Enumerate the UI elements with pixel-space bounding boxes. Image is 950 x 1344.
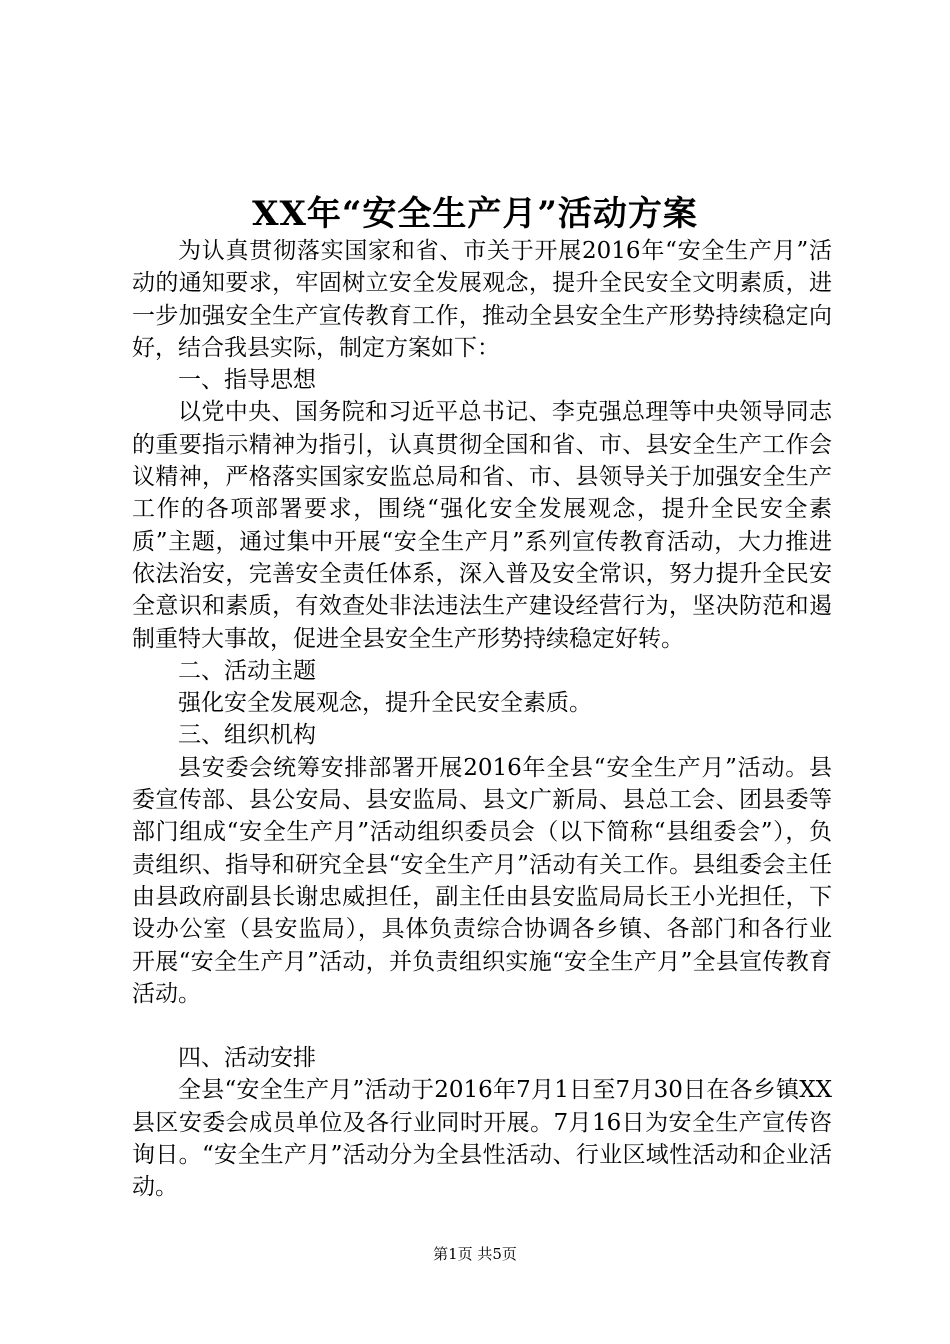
activity-theme-paragraph: 强化安全发展观念，提升全民安全素质。 <box>178 690 592 717</box>
organization-paragraph: 县安委会统筹安排部署开展2016年全县“安全生产月”活动。县委宣传部、县公安局、县安监局、县文广新局、县总工会、团县委等部门组成“安全生产月”活动组织委员会（以下简称“县组委会”），负责组织、指导和研究全县“安全生产月”活动有关工作。县组委会主任由县政府副县长谢忠威担任，副主任由县安监局局长王小光担任，下设办公室（县安监局），具体负责综合协调各乡镇、各部门和各行业开展“安全生产月”活动，并负责组织实施“安全生产月”全县宣传教育活动。 <box>132 754 832 1007</box>
intro-paragraph: 为认真贯彻落实国家和省、市关于开展2016年“安全生产月”活动的通知要求，牢固树立安全发展观念，提升全民安全文明素质，进一步加强安全生产宣传教育工作，推动全县安全生产形势持续稳定向好，结合我县实际，制定方案如下： <box>132 238 832 361</box>
paragraph-gap <box>132 1010 832 1042</box>
guiding-ideology-paragraph: 以党中央、国务院和习近平总书记、李克强总理等中央领导同志的重要指示精神为指引，认真贯彻全国和省、市、县安全生产工作会议精神，严格落实国家安监总局和省、市、县领导关于加强安全生产工作的各项部署要求，围绕“强化安全发展观念，提升全民安全素质”主题，通过集中开展“安全生产月”系列宣传教育活动，大力推进依法治安，完善安全责任体系，深入普及安全常识，努力提升全民安全意识和素质，有效查处非法违法生产建设经营行为，坚决防范和遏制重特大事故，促进全县安全生产形势持续稳定好转。 <box>132 399 832 652</box>
activity-arrangement-paragraph: 全县“安全生产月”活动于2016年7月1日至7月30日在各乡镇XX县区安委会成员单位及各行业同时开展。7月16日为安全生产宣传咨询日。“安全生产月”活动分为全县性活动、行业区域性活动和企业活动。 <box>132 1077 832 1201</box>
section-heading-activity-theme: 二、活动主题 <box>178 657 316 684</box>
section-heading-organization: 三、组织机构 <box>178 722 316 749</box>
document-title: XX年“安全生产月”活动方案 <box>252 194 698 234</box>
section-heading-guiding-ideology: 一、指导思想 <box>178 367 316 394</box>
page-number-footer: 第1页 共5页 <box>433 1245 517 1263</box>
section-heading-activity-arrangement: 四、活动安排 <box>178 1045 316 1072</box>
document-body <box>132 235 832 1204</box>
